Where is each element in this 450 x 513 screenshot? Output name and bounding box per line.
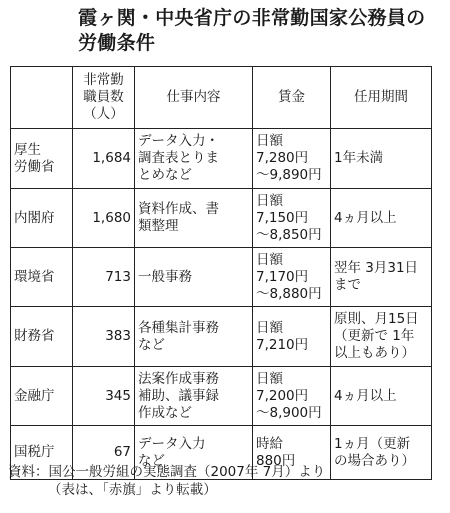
staff-count-cell: 345 [73, 367, 135, 426]
wage-cell: 日額 7,210円 [253, 307, 331, 367]
wage-cell: 日額 7,150円 〜8,850円 [253, 189, 331, 248]
working-conditions-table [10, 66, 432, 480]
title-line-2: 労働条件 [78, 32, 156, 54]
header-wage: 賃金 [253, 67, 331, 129]
header-term: 任用期間 [331, 67, 432, 129]
ministry-cell: 環境省 [11, 248, 73, 307]
term-cell: 1ヵ月（更新 の場合あり） [331, 426, 432, 480]
term-cell: 4ヵ月以上 [331, 189, 432, 248]
ministry-cell: 金融庁 [11, 367, 73, 426]
term-cell: 1年未満 [331, 129, 432, 189]
work-content-cell: 一般事務 [135, 248, 253, 307]
term-cell: 翌年 3月31日 まで [331, 248, 432, 307]
header-ministry [11, 67, 73, 129]
document-title [78, 6, 448, 56]
table-row [11, 189, 432, 248]
source-note [8, 463, 438, 499]
table-row [11, 367, 432, 426]
staff-count-cell: 1,684 [73, 129, 135, 189]
work-content-cell: 各種集計事務 など [135, 307, 253, 367]
staff-count-cell: 67 [73, 426, 135, 480]
ministry-cell: 国税庁 [11, 426, 73, 480]
staff-count-cell: 713 [73, 248, 135, 307]
header-work-content: 仕事内容 [135, 67, 253, 129]
term-cell: 4ヵ月以上 [331, 367, 432, 426]
staff-count-cell: 383 [73, 307, 135, 367]
wage-cell: 時給 880円 [253, 426, 331, 480]
table-row [11, 129, 432, 189]
ministry-cell: 内閣府 [11, 189, 73, 248]
term-cell: 原則、月15日 （更新で 1年 以上もあり） [331, 307, 432, 367]
wage-cell: 日額 7,170円 〜8,880円 [253, 248, 331, 307]
header-staff-count: 非常勤 職員数 （人） [73, 67, 135, 129]
source-note-line-1: 資料：国公一般労組の実態調査（2007年 7月）より [8, 464, 326, 480]
ministry-cell: 財務省 [11, 307, 73, 367]
title-line-1: 霞ヶ関・中央省庁の非常勤国家公務員の [78, 7, 426, 29]
source-note-line-2: （表は、「赤旗」より転載） [48, 482, 217, 498]
table-header-row [11, 67, 432, 129]
wage-cell: 日額 7,200円 〜8,900円 [253, 367, 331, 426]
wage-cell: 日額 7,280円 〜9,890円 [253, 129, 331, 189]
work-content-cell: データ入力 など [135, 426, 253, 480]
table-row [11, 248, 432, 307]
work-content-cell: データ入力・ 調査表とりま とめなど [135, 129, 253, 189]
work-content-cell: 法案作成事務 補助、議事録 作成など [135, 367, 253, 426]
staff-count-cell: 1,680 [73, 189, 135, 248]
table-row [11, 307, 432, 367]
ministry-cell: 厚生 労働省 [11, 129, 73, 189]
work-content-cell: 資料作成、書 類整理 [135, 189, 253, 248]
